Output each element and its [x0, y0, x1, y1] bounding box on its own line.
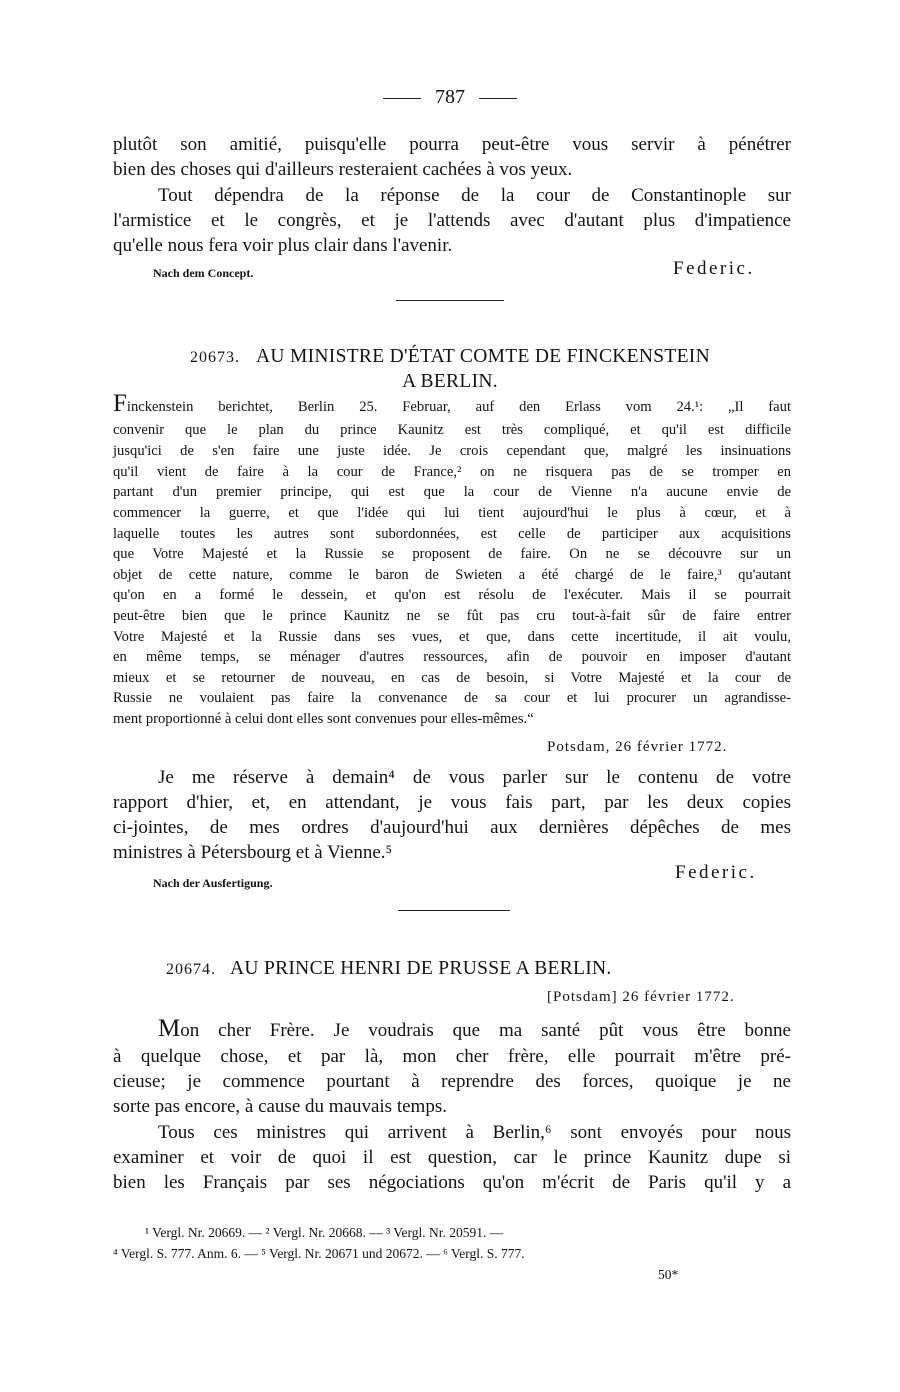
- summary-line: Votre Majesté et la Russie dans ses vues, et que, dans cette incertitude, il ait voulu,: [113, 629, 791, 645]
- letter-number: 20674.: [166, 961, 216, 978]
- summary-line: que Votre Majesté et la Russie se proposent de faire. On ne se découvre sur un: [113, 546, 791, 562]
- text-line: cieuse; je commence pourtant à reprendre des forces, quoique je ne: [113, 1071, 791, 1092]
- footnote-line: ⁴ Vergl. S. 777. Anm. 6. — ⁵ Vergl. Nr. 20671 und 20672. — ⁶ Vergl. S. 777.: [113, 1246, 525, 1261]
- summary-line: laquelle toutes les autres sont subordonnées, est celle de participer aux acquisitions: [113, 526, 791, 542]
- text-line: à quelque chose, et par là, mon cher frère, elle pourrait m'être pré-: [113, 1046, 791, 1067]
- summary-line: Russie ne voulaient pas faire la convenance de sa cour et lui procurer un agrandisse-: [113, 690, 791, 706]
- text-line: sorte pas encore, à cause du mauvais temps.: [113, 1096, 447, 1117]
- text-line: examiner et voir de quoi il est question, car le prince Kaunitz dupe si: [113, 1147, 791, 1168]
- letter-heading: [166, 958, 612, 980]
- letter-title: AU MINISTRE D'ÉTAT COMTE DE FINCKENSTEIN: [256, 346, 710, 367]
- text-line: bien les Français par ses négociations qu'on m'écrit de Paris qu'il y a: [113, 1172, 791, 1193]
- text-line: Tout dépendra de la réponse de la cour de Constantinople sur: [158, 185, 791, 206]
- summary-line: objet de cette nature, comme le baron de Swieten a été chargé de le faire,³ qu'autant: [113, 567, 791, 583]
- page-number: 787: [435, 86, 465, 108]
- running-head-rule-right: [479, 98, 517, 99]
- running-head-rule-left: [383, 98, 421, 99]
- summary-line: jusqu'ici de s'en faire une juste idée. Je crois cependant que, malgré les insinuations: [113, 443, 791, 459]
- summary-line: commencer la guerre, et que l'idée qui lui tient aujourd'hui le plus à cœur, et à: [113, 505, 791, 521]
- summary-line: mieux et se retourner de nouveau, en cas de besoin, si Votre Majesté et la cour de: [113, 670, 791, 686]
- summary-line: convenir que le plan du prince Kaunitz est très compliqué, et qu'il est difficile: [113, 422, 791, 438]
- text-line: Tous ces ministres qui arrivent à Berlin,⁶ sont envoyés pour nous: [158, 1122, 791, 1143]
- source-note: Nach der Ausfertigung.: [153, 876, 273, 890]
- summary-initial: F: [113, 390, 127, 417]
- signature-mark: 50*: [658, 1267, 679, 1282]
- text-line: bien des choses qui d'ailleurs resteraient cachées à vos yeux.: [113, 159, 573, 180]
- letter-initial: M: [158, 1015, 181, 1042]
- place-date: Potsdam, 26 février 1772.: [547, 739, 728, 755]
- text-line: Mon cher Frère. Je voudrais que ma santé pût vous être bonne: [158, 1015, 791, 1042]
- footnote-line: ¹ Vergl. Nr. 20669. — ² Vergl. Nr. 20668. — ³ Vergl. Nr. 20591. —: [145, 1225, 504, 1240]
- summary-line: peut-être bien que le prince Kaunitz ne se fût pas cru tout-à-fait sûr de faire entrer: [113, 608, 791, 624]
- text-line: l'armistice et le congrès, et je l'attends avec d'autant plus d'impatience: [113, 210, 791, 231]
- source-note: Nach dem Concept.: [153, 266, 254, 280]
- letter-title: AU PRINCE HENRI DE PRUSSE A BERLIN.: [230, 958, 612, 979]
- summary-line: qu'il vient de faire à la cour de France,² on ne risquera pas de se tromper en: [113, 464, 791, 480]
- letter-number: 20673.: [190, 349, 241, 366]
- running-head: [0, 86, 900, 109]
- text-line: ministres à Pétersbourg et à Vienne.⁵: [113, 842, 393, 863]
- text-line: rapport d'hier, et, en attendant, je vous fais part, par les deux copies: [113, 792, 791, 813]
- section-divider: [398, 910, 510, 911]
- summary-line: en même temps, se ménager d'autres ressources, afin de pouvoir en imposer d'autant: [113, 649, 791, 665]
- signature: Federic.: [675, 862, 757, 883]
- summary-line: qu'on en a formé le dessein, et qu'on est résolu de l'exécuter. Mais il se pourrait: [113, 587, 791, 603]
- summary-line: partant d'un premier principe, qui est que la cour de Vienne n'a aucune envie de: [113, 484, 791, 500]
- text-line: plutôt son amitié, puisqu'elle pourra peut-être vous servir à pénétrer: [113, 134, 791, 155]
- place-date: [Potsdam] 26 février 1772.: [547, 989, 735, 1005]
- section-divider: [396, 300, 504, 301]
- summary-line: Finckenstein berichtet, Berlin 25. Februar, auf den Erlass vom 24.¹: „Il faut: [113, 390, 791, 417]
- text-line: Je me réserve à demain⁴ de vous parler sur le contenu de votre: [158, 767, 791, 788]
- letter-heading: [0, 346, 900, 368]
- summary-line: ment proportionné à celui dont elles sont convenues pour elles-mêmes.“: [113, 711, 534, 727]
- signature: Federic.: [673, 258, 755, 279]
- letter-title-continued: A BERLIN.: [402, 371, 498, 392]
- text-line: qu'elle nous fera voir plus clair dans l'avenir.: [113, 235, 453, 256]
- text-line: ci-jointes, de mes ordres d'aujourd'hui aux dernières dépêches de mes: [113, 817, 791, 838]
